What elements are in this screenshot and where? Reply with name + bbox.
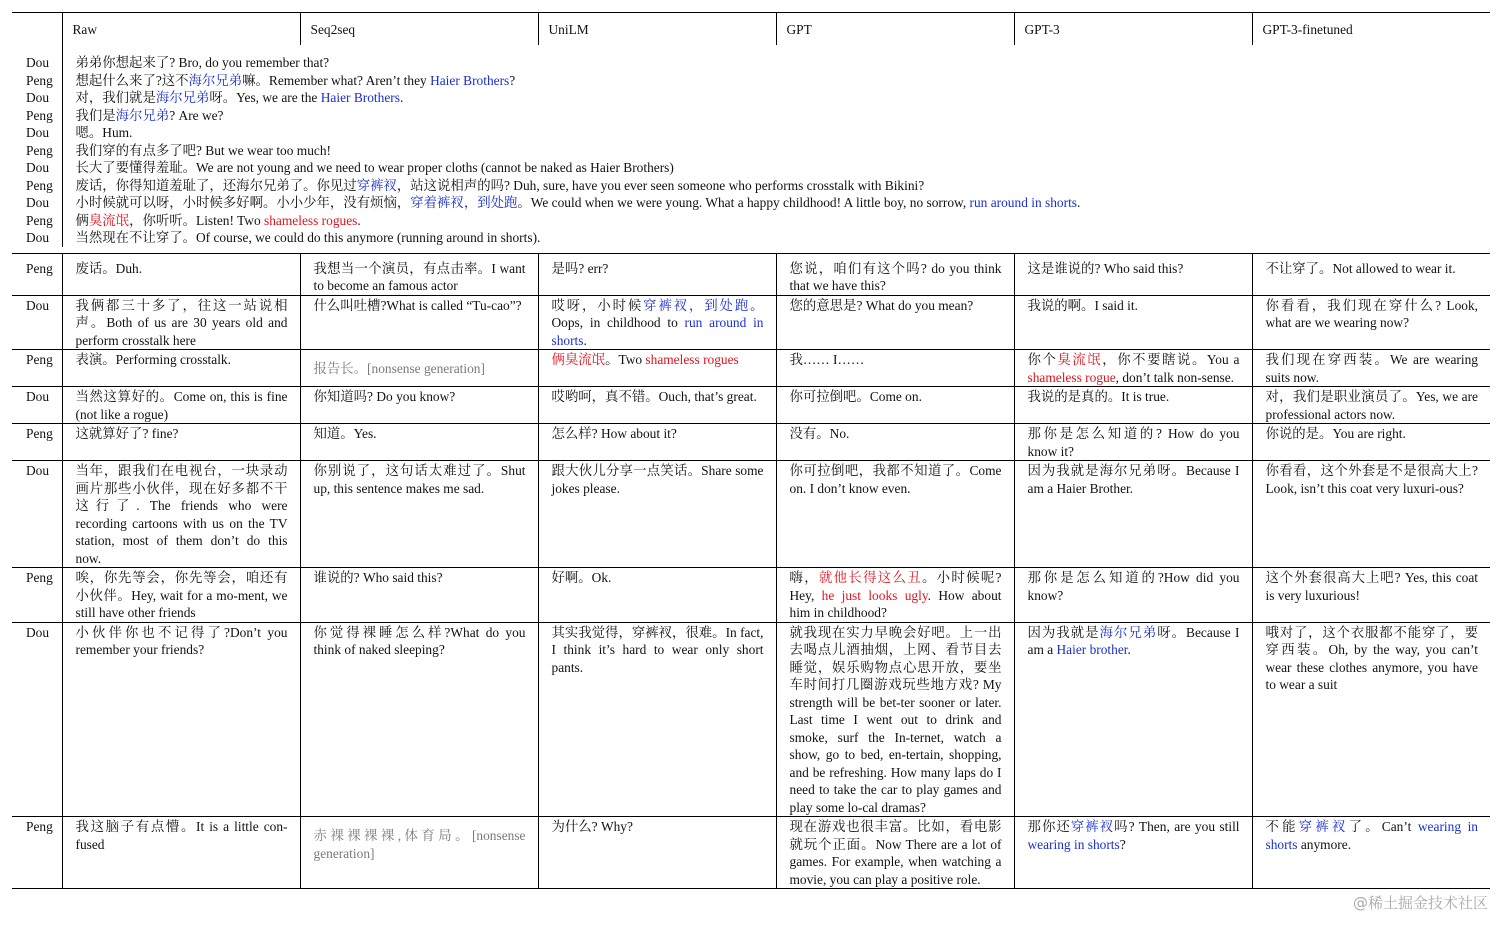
generation-row — [12, 817, 1490, 889]
text-run: 呀。Because I am a — [1027, 624, 1240, 657]
text-run: 唉，你先等会，你先等会，咱还有小伙伴。Hey, wait for a mo-ment, we still have other friends — [75, 570, 288, 620]
text-run: 你可拉倒吧，我都不知道了。Come on. I don’t know even. — [789, 463, 1002, 496]
bottom-rule — [12, 888, 1490, 889]
text-run: 因为我就是海尔兄弟呀。Because I am a Haier Brother. — [1027, 463, 1240, 496]
context-utterance — [62, 72, 1490, 90]
context-line — [12, 45, 1490, 72]
comparison-table — [12, 13, 1490, 888]
speaker-label: Dou — [12, 295, 62, 350]
text-run: . — [357, 212, 361, 228]
speaker-label: Dou — [26, 195, 50, 210]
text-run: 对，我们是职业演员了。Yes, we are professional actors now. — [1265, 389, 1478, 422]
header-seq2seq: Seq2seq — [300, 13, 538, 45]
generation-row — [12, 461, 1490, 568]
text-run: he just looks ugly — [821, 587, 928, 603]
text-run: 了。Can’t — [1348, 819, 1418, 834]
generation-row — [12, 622, 1490, 817]
context-utterance — [62, 124, 1490, 142]
text-run: ? — [509, 72, 516, 88]
unilm-cell — [538, 622, 776, 817]
text-run: 吗? Then, are you still — [1114, 819, 1240, 834]
text-run: 想起什么来了?这不 — [75, 72, 189, 88]
speaker-label: Peng — [26, 260, 53, 276]
speaker-label: Peng — [26, 107, 53, 123]
text-run: , don’t talk non-sense. — [1115, 369, 1235, 385]
text-run: 那你还 — [1027, 819, 1071, 834]
text-run: Haier Brothers — [320, 90, 400, 105]
gpt3-finetuned-cell — [1252, 568, 1490, 623]
unilm-cell — [538, 461, 776, 568]
speaker-label: Peng — [12, 568, 62, 623]
context-utterance — [62, 177, 1490, 195]
unilm-cell — [538, 817, 776, 889]
seq2seq-cell — [300, 350, 538, 387]
text-run: 哎呀，小时候 — [551, 297, 644, 313]
text-run: 我们现在穿西装。We are wearing suits now. — [1265, 352, 1478, 385]
text-run: ，站这说相声的吗? Duh, sure, have you ever seen someone who performs crosstalk with Bikini? — [396, 177, 925, 193]
gpt-cell — [776, 350, 1014, 387]
gpt3-cell — [1014, 295, 1252, 350]
header-gpt: GPT — [776, 13, 1014, 45]
generation-rows — [12, 253, 1490, 888]
text-run: 。We could when we were young. What a happy childhood! A little boy, no sorrow, — [517, 195, 970, 210]
context-utterance — [62, 194, 1490, 212]
text-run: 其实我觉得，穿裤衩，很难。In fact, I think it’s hard to wear only short pants. — [551, 624, 764, 675]
gpt-cell — [776, 424, 1014, 461]
text-run: . How about him in childhood? — [789, 587, 1002, 620]
gpt3-cell — [1014, 461, 1252, 568]
speaker-label: Dou — [26, 160, 50, 175]
speaker-label: Dou — [26, 55, 50, 70]
context-utterance — [62, 45, 1490, 72]
gpt3-cell — [1014, 253, 1252, 295]
text-run: 你可拉倒吧。Come on. — [789, 389, 922, 404]
seq2seq-cell — [300, 387, 538, 424]
context-line — [12, 159, 1490, 177]
text-run: 你知道吗? Do you know? — [313, 389, 456, 404]
text-run: 你说的是。You are right. — [1265, 426, 1406, 441]
text-run: 海尔兄弟 — [115, 107, 170, 123]
seq2seq-cell — [300, 253, 538, 295]
raw-cell — [62, 253, 300, 295]
gpt3-cell — [1014, 622, 1252, 817]
text-run: 不能 — [1265, 819, 1299, 834]
text-run: 现在游戏也很丰富。比如，看电影就玩个正面。Now There are a lot of games. For example, when watching a movie, you can play a positive role. — [789, 819, 1002, 887]
text-run: . — [399, 90, 404, 105]
text-run: 小伙伴你也不记得了?Don’t you remember your friends? — [75, 624, 288, 657]
text-run: 你觉得裸睡怎么样?What do you think of naked sleeping? — [313, 624, 526, 657]
text-run: 表演。Performing crosstalk. — [75, 352, 231, 367]
text-run: ? Are we? — [169, 107, 224, 123]
raw-cell — [62, 817, 300, 889]
text-run: 因为我就是 — [1027, 624, 1100, 640]
text-run: ，你听听。Listen! Two — [129, 212, 265, 228]
gpt3-cell — [1014, 387, 1252, 424]
text-run: 当然现在不让穿了。Of course, we could do this anymore (running around in shorts). — [75, 230, 541, 245]
context-line — [12, 212, 1490, 230]
text-run: 呀。Yes, we are the — [209, 90, 321, 105]
speaker-label: Peng — [12, 817, 62, 889]
seq2seq-cell — [300, 424, 538, 461]
speaker-label: Peng — [12, 424, 62, 461]
text-run: 我们穿的有点多了吧? But we wear too much! — [75, 142, 331, 158]
text-run: 您的意思是? What do you mean? — [789, 297, 974, 313]
text-run: 就我现在实力早晚会好吧。上一出去喝点儿酒抽烟，上网、看节目去睡觉，娱乐购物点心思开放，要坐车时间打几圈游戏玩些地方戏? My strength will be bet-ter sooner or later. Last time I went out to drink and smoke, surf the In-ternet, watch a show, go to bed, en-tertain, shopping, and be refreshing. How many laps do I need to take the car to play games and play some lo-cal dramas? — [789, 624, 1002, 815]
gpt-cell — [776, 295, 1014, 350]
text-run: 是吗? err? — [551, 260, 609, 276]
speaker-label: Peng — [26, 212, 53, 228]
seq2seq-cell — [300, 817, 538, 889]
header-speaker — [12, 13, 62, 45]
unilm-cell — [538, 424, 776, 461]
text-run: 俩 — [75, 212, 89, 228]
raw-cell — [62, 350, 300, 387]
raw-cell — [62, 568, 300, 623]
seq2seq-cell — [300, 295, 538, 350]
context-utterance — [62, 159, 1490, 177]
text-run: 穿裤衩 — [356, 177, 397, 193]
text-run: 那你是怎么知道的? How do you know it? — [1027, 426, 1240, 459]
text-run: Haier brother — [1056, 642, 1128, 657]
text-run: shameless rogue — [1027, 369, 1116, 385]
context-line — [12, 89, 1490, 107]
text-run: shameless rogues — [264, 212, 358, 228]
text-run: 长大了要懂得羞耻。We are not young and we need to wear proper cloths (cannot be naked as Haier Brothers) — [75, 160, 674, 175]
generation-row — [12, 568, 1490, 623]
text-run: 哦对了，这个衣服都不能穿了，要穿西装。Oh, by the way, you can’t wear these clothes anymore, you have to wear a suit — [1265, 624, 1478, 692]
text-run: 海尔兄弟 — [155, 90, 210, 105]
speaker-label: Peng — [26, 177, 53, 193]
context-line — [12, 229, 1490, 247]
text-run: 我说的是真的。It is true. — [1027, 389, 1170, 404]
gpt-cell — [776, 387, 1014, 424]
gpt-cell — [776, 253, 1014, 295]
gpt3-finetuned-cell — [1252, 253, 1490, 295]
text-run: 报告长。[nonsense generation] — [313, 361, 485, 376]
speaker-label: Dou — [26, 125, 50, 140]
context-line — [12, 72, 1490, 90]
text-run: 。Two — [605, 352, 646, 367]
text-run: 臭流氓 — [88, 212, 130, 228]
speaker-label: Dou — [12, 387, 62, 424]
text-run: 海尔兄弟 — [1099, 624, 1158, 640]
text-run: 海尔兄弟 — [188, 72, 243, 88]
raw-cell — [62, 387, 300, 424]
context-line — [12, 194, 1490, 212]
generation-row — [12, 424, 1490, 461]
context-line — [12, 107, 1490, 125]
unilm-cell — [538, 295, 776, 350]
text-run: 穿裤衩 — [1298, 819, 1349, 834]
unilm-cell — [538, 387, 776, 424]
text-run: 当然这算好的。Come on, this is fine (not like a rogue) — [75, 389, 288, 422]
gpt3-finetuned-cell — [1252, 295, 1490, 350]
gpt3-finetuned-cell — [1252, 461, 1490, 568]
unilm-cell — [538, 568, 776, 623]
text-run: 跟大伙儿分享一点笑话。Share some jokes please. — [551, 463, 764, 496]
raw-cell — [62, 424, 300, 461]
gpt3-cell — [1014, 817, 1252, 889]
raw-cell — [62, 622, 300, 817]
text-run: 弟弟你想起来了? Bro, do you remember that? — [75, 55, 330, 70]
text-run: run around in shorts — [551, 315, 764, 348]
context-dialogue — [12, 45, 1490, 253]
text-run: 这个外套很高大上吧? Yes, this coat is very luxurious! — [1265, 570, 1478, 603]
text-run: 小时候就可以呀，小时候多好啊。小小少年，没有烦恼， — [75, 195, 411, 210]
gpt-cell — [776, 817, 1014, 889]
text-run: 废话，你得知道羞耻了，还海尔兄弟了。你见过 — [75, 177, 357, 193]
comparison-table-figure — [12, 12, 1490, 889]
text-run: ，你不要瞎说。You a — [1102, 352, 1240, 367]
text-run: 我们是 — [75, 107, 116, 123]
context-line — [12, 124, 1490, 142]
text-run: 当年，跟我们在电视台，一块录动画片那些小伙伴，现在好多都不干这行了. The friends who were recording cartoons with us on the TV station, most of them don’t do this now. — [75, 463, 288, 566]
gpt3-cell — [1014, 424, 1252, 461]
context-utterance — [62, 212, 1490, 230]
text-run: 这是谁说的? Who said this? — [1027, 260, 1184, 276]
context-utterance — [62, 229, 1490, 247]
text-run: . — [583, 332, 587, 348]
text-run: 什么叫吐槽?What is called “Tu-cao”? — [313, 297, 522, 313]
text-run: 对，我们就是 — [75, 90, 156, 105]
text-run: 臭流氓 — [1057, 352, 1103, 367]
speaker-label: Dou — [26, 230, 50, 245]
text-run: 废话。Duh. — [75, 260, 143, 276]
speaker-label: Dou — [12, 622, 62, 817]
text-run: 知道。Yes. — [313, 426, 377, 441]
generation-row — [12, 295, 1490, 350]
text-run: 好啊。Ok. — [551, 570, 612, 585]
context-utterance — [62, 89, 1490, 107]
text-run: anymore. — [1297, 836, 1352, 852]
gpt-cell — [776, 568, 1014, 623]
generation-row — [12, 350, 1490, 387]
text-run: 嗯。Hum. — [75, 125, 133, 140]
text-run: 赤裸裸裸裸,体育局。[nonsense generation] — [313, 828, 526, 861]
text-run: 谁说的? Who said this? — [313, 570, 443, 585]
text-run: wearing in shorts — [1265, 819, 1479, 852]
text-run: 怎么样? How about it? — [551, 426, 677, 441]
seq2seq-cell — [300, 568, 538, 623]
text-run: 哎哟呵，真不错。Ouch, that’s great. — [551, 389, 757, 404]
text-run: 嗨， — [789, 570, 819, 585]
text-run: Haier Brothers — [430, 72, 510, 88]
text-run: 不让穿了。Not allowed to wear it. — [1265, 260, 1456, 276]
text-run: 我说的啊。I said it. — [1027, 297, 1138, 313]
gpt3-cell — [1014, 568, 1252, 623]
text-run: shameless rogues — [645, 352, 739, 367]
text-run: 那你是怎么知道的?How did you know? — [1027, 570, 1240, 603]
raw-cell — [62, 295, 300, 350]
seq2seq-cell — [300, 461, 538, 568]
text-run: ? — [1119, 836, 1126, 852]
text-run: 我这脑子有点懵。It is a little con-fused — [75, 819, 288, 852]
text-run: 我…… I…… — [789, 352, 865, 367]
context-line — [12, 142, 1490, 160]
header-gpt3-finetuned: GPT-3-finetuned — [1252, 13, 1490, 45]
speaker-label: Peng — [26, 72, 53, 88]
gpt3-finetuned-cell — [1252, 817, 1490, 889]
text-run: 穿裤衩 — [1070, 819, 1115, 834]
text-run: . — [1127, 642, 1131, 657]
text-run: 你别说了，这句话太难过了。Shut up, this sentence makes me sad. — [313, 463, 526, 496]
text-run: 俩臭流氓 — [551, 352, 606, 367]
gpt3-finetuned-cell — [1252, 622, 1490, 817]
text-run: 没有。No. — [789, 426, 850, 441]
gpt3-cell — [1014, 350, 1252, 387]
generation-row — [12, 253, 1490, 295]
text-run: 我俩都三十多了，往这一站说相声。Both of us are 30 years old and perform crosstalk here — [75, 297, 288, 348]
speaker-label: Peng — [12, 350, 62, 387]
generation-row — [12, 387, 1490, 424]
text-run: . — [1077, 195, 1081, 210]
speaker-label: Peng — [26, 142, 53, 158]
gpt-cell — [776, 622, 1014, 817]
text-run: 我想当一个演员，有点击率。I want to become an famous actor — [313, 260, 526, 293]
text-run: 你看看，这个外套是不是很高大上?Look, isn’t this coat very luxuri-ous? — [1265, 463, 1478, 496]
text-run: run around in shorts — [969, 195, 1078, 210]
text-run: 。Oops, in childhood to — [551, 297, 764, 330]
header-gpt3: GPT-3 — [1014, 13, 1252, 45]
gpt3-finetuned-cell — [1252, 350, 1490, 387]
header-raw: Raw — [62, 13, 300, 45]
speaker-label: Dou — [12, 461, 62, 568]
text-run: 你看看，我们现在穿什么? Look, what are we wearing now? — [1265, 297, 1478, 330]
unilm-cell — [538, 350, 776, 387]
text-run: 就他长得这么丑 — [818, 570, 922, 585]
raw-cell — [62, 461, 300, 568]
unilm-cell — [538, 253, 776, 295]
text-run: 嘛。Remember what? Aren’t they — [242, 72, 431, 88]
header-unilm: UniLM — [538, 13, 776, 45]
text-run: 您说，咱们有这个吗? do you think that we have this? — [789, 260, 1002, 293]
seq2seq-cell — [300, 622, 538, 817]
context-line — [12, 177, 1490, 195]
context-utterance — [62, 142, 1490, 160]
text-run: 这就算好了? fine? — [75, 426, 179, 441]
text-run: 你个 — [1027, 352, 1058, 367]
text-run: 为什么? Why? — [551, 819, 633, 834]
text-run: 穿裤衩，到处跑 — [643, 297, 751, 313]
context-utterance — [62, 107, 1490, 125]
speaker-label: Dou — [26, 90, 50, 105]
text-run: 穿着裤衩，到处跑 — [410, 195, 518, 210]
watermark: @稀土掘金技术社区 — [1352, 893, 1488, 912]
header-row — [12, 13, 1490, 45]
text-run: 。小时候呢?Hey, — [789, 570, 1002, 603]
gpt3-finetuned-cell — [1252, 424, 1490, 461]
text-run: wearing in shorts — [1027, 836, 1120, 852]
gpt3-finetuned-cell — [1252, 387, 1490, 424]
gpt-cell — [776, 461, 1014, 568]
